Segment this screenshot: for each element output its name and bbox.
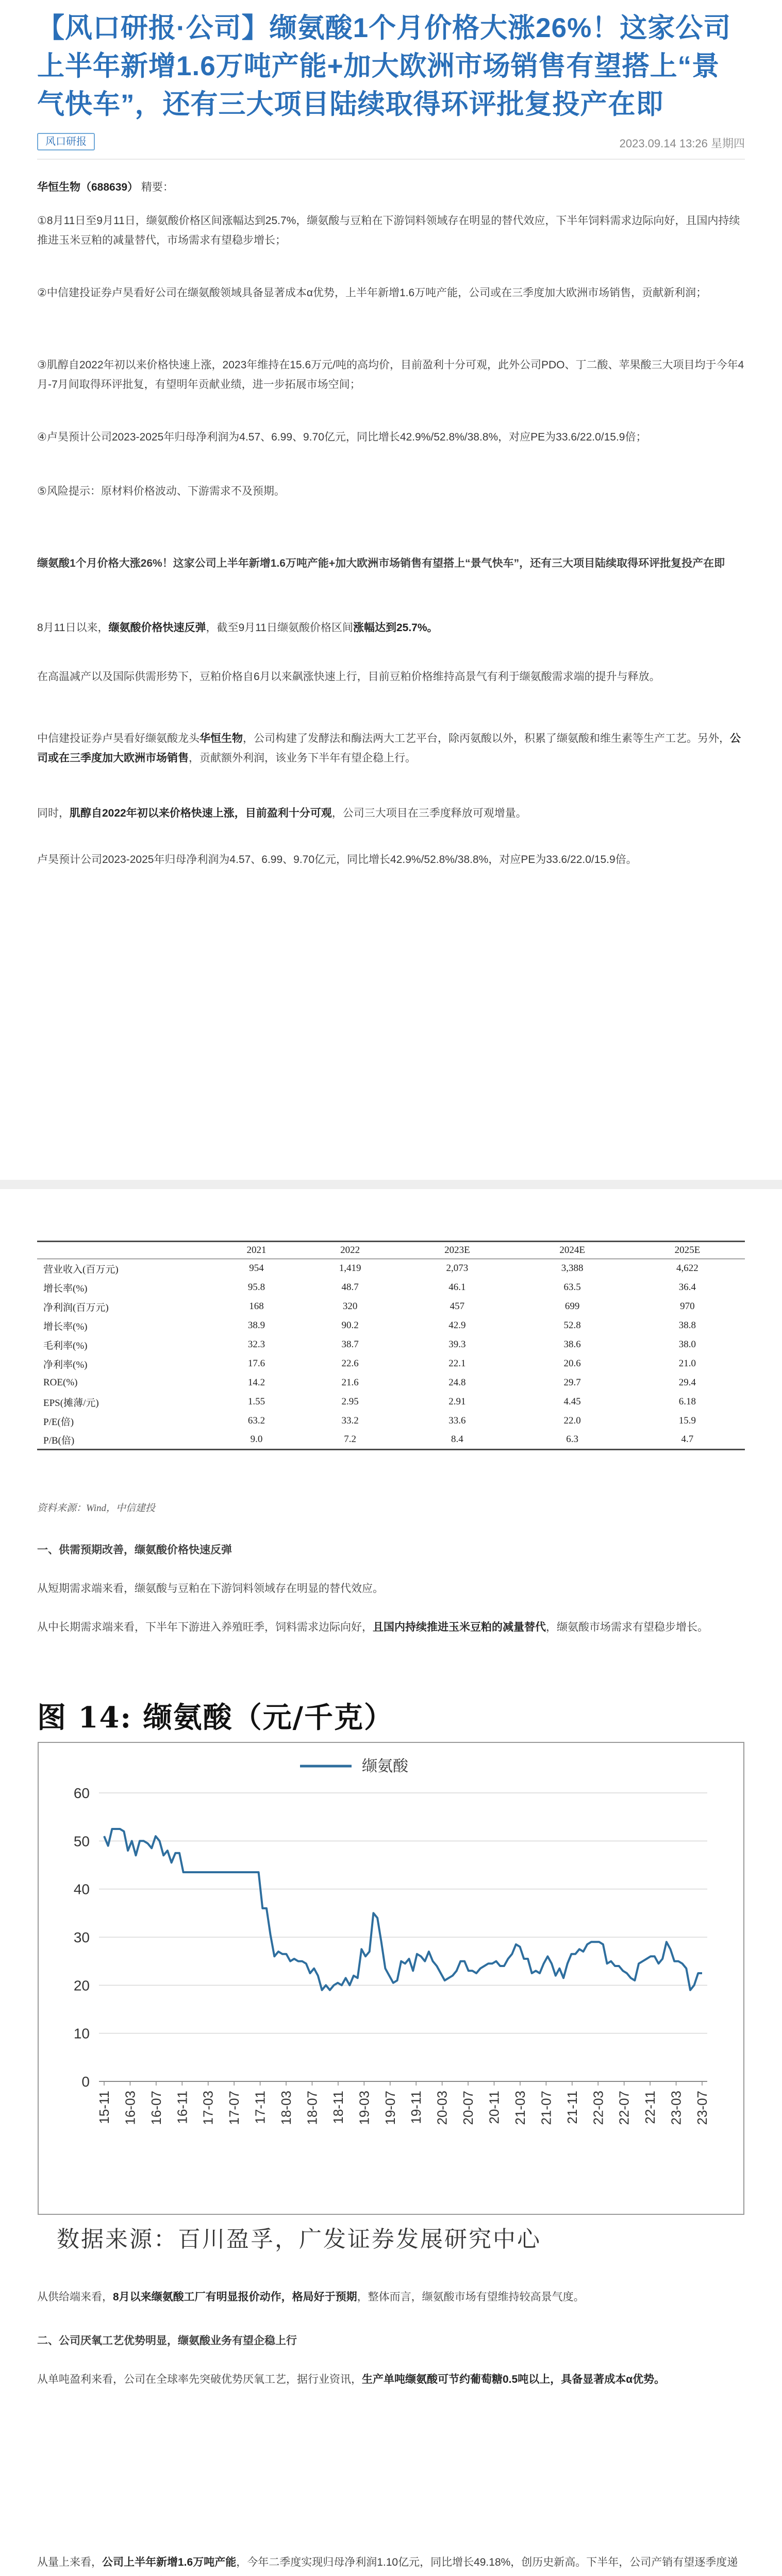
article-title: 【风口研报·公司】缬氨酸1个月价格大涨26%！这家公司上半年新增1.6万吨产能+加大欧洲市场销售有望搭上“景气快车”，还有三大项目陆续取得环评批复投产在即: [37, 13, 731, 120]
table-cell: 7.2: [301, 1431, 400, 1450]
y-tick-label: 30: [73, 1929, 90, 1945]
chart-title: 图 14: 缬氨酸（元/千克）: [37, 1701, 394, 1735]
table-cell: 52.8: [563, 1320, 581, 1331]
text: ，公司三大项目在三季度释放可观增量。: [331, 807, 527, 819]
text: ，缬氨酸市场需求有望稳步增长。: [546, 1621, 708, 1633]
table-cell: 6.18: [678, 1396, 696, 1407]
x-tick-label: 21-11: [564, 2091, 580, 2124]
body-paragraph-2: 在高温减产以及国际供需形势下，豆粕价格自6月以来飙涨快速上行，目前豆粕价格维持高景气有利于缬氨酸需求端的提升与释放。: [37, 671, 660, 683]
y-tick-label: 50: [73, 1833, 90, 1850]
x-tick-label: 17-03: [200, 2091, 216, 2125]
body-paragraph-5: 卢昊预计公司2023-2025年归母净利润为4.57、6.99、9.70亿元，同比增长42.9%/52.8%/38.8%，对应PE为33.6/22.0/15.9倍。: [37, 854, 637, 866]
table-row: [37, 1316, 745, 1335]
table-cell: 970: [680, 1301, 695, 1312]
table-cell: 20.6: [563, 1358, 581, 1369]
text: 从供给端来看，: [37, 2291, 113, 2303]
table-cell: 39.3: [448, 1339, 466, 1350]
text-bold: 涨幅达到25.7%。: [353, 622, 438, 634]
intro-point-1: ①8月11日至9月11日，缬氨酸价格区间涨幅达到25.7%，缬氨酸与豆粕在下游饲料领域存在明显的替代效应，下半年饲料需求边际向好，且国内持续推进玉米豆粕的减量替代，市场需求有望稳步增长；: [37, 215, 740, 246]
text: 从单吨盈利来看，公司在全球率先突破优势厌氧工艺，据行业资讯，: [37, 2374, 362, 2385]
intro-suffix: 精要：: [141, 181, 174, 193]
table-cell: 1.55: [247, 1396, 265, 1407]
table-cell: 29.4: [678, 1377, 696, 1388]
table-cell: 42.9: [448, 1320, 466, 1331]
table-row-label: 毛利率(%): [43, 1340, 88, 1351]
table-cell: 14.2: [247, 1377, 265, 1388]
text: 从量上来看，: [37, 2556, 102, 2568]
table-cell: 4.45: [563, 1396, 581, 1407]
table-cell: 4.7: [630, 1431, 745, 1450]
text: 同时，: [37, 807, 70, 819]
chart-source-note: 数据来源：百川盈孚，广发证券发展研究中心: [57, 2226, 541, 2252]
table-cell: 95.8: [247, 1282, 265, 1293]
table-row: [37, 1393, 745, 1412]
table-row-label: ROE(%): [43, 1377, 78, 1388]
x-tick-label: 19-07: [382, 2091, 398, 2125]
table-cell: 29.7: [563, 1377, 581, 1388]
intro-point-3: ③肌醇自2022年初以来价格快速上涨，2023年维持在15.6万元/吨的高均价，目前盈利十分可观，此外公司PDO、丁二酸、苹果酸三大项目均于今年4月-7月间取得环评批复，有望明年贡献业绩，进一步拓展市场空间；: [37, 359, 744, 391]
table-header-cell: 2023E: [400, 1242, 514, 1259]
x-tick-label: 20-07: [460, 2091, 476, 2125]
table-cell: 46.1: [448, 1282, 466, 1293]
table-cell: 21.6: [341, 1377, 359, 1388]
table-header-cell: 2021: [212, 1242, 301, 1259]
text: ，截至9月11日缬氨酸价格区间: [206, 622, 353, 634]
text-bold: 缬氨酸价格快速反弹: [108, 622, 206, 634]
section-gap: [0, 2470, 782, 2548]
table-row: [37, 1278, 745, 1297]
table-cell: 8.4: [400, 1431, 514, 1450]
y-tick-label: 0: [81, 2074, 90, 2090]
text: 中信建投证券卢昊看好缬氨酸龙头: [37, 733, 199, 744]
text-bold: 生产单吨缬氨酸可节约葡萄糖0.5吨以上，具备显著成本α优势。: [362, 2374, 665, 2385]
table-cell: 457: [450, 1301, 465, 1312]
x-tick-label: 20-11: [486, 2091, 502, 2124]
table-cell: 33.2: [341, 1415, 359, 1426]
table-header-cell: [37, 1242, 212, 1259]
table-cell: 38.7: [341, 1339, 359, 1350]
table-cell: 38.0: [678, 1339, 696, 1350]
x-tick-label: 19-03: [356, 2091, 372, 2125]
table-row: [37, 1259, 745, 1278]
table-cell: 2,073: [446, 1263, 469, 1274]
table-cell: 22.0: [563, 1415, 581, 1426]
valine-price-chart: [37, 1741, 745, 2215]
table-cell: 38.6: [563, 1339, 581, 1350]
y-tick-label: 60: [73, 1785, 90, 1801]
text-bold: 且国内持续推进玉米豆粕的减量替代: [373, 1621, 546, 1633]
x-tick-label: 23-03: [668, 2091, 684, 2125]
section1-paragraph-2: [37, 1618, 745, 1637]
table-row-label: 增长率(%): [43, 1321, 88, 1332]
table-row-label: P/E(倍): [43, 1416, 74, 1428]
x-tick-label: 18-03: [278, 2091, 294, 2125]
table-header-cell: 2024E: [515, 1242, 630, 1259]
text: ，公司构建了发酵法和酶法两大工艺平台，除丙氨酸以外，积累了缬氨酸和维生素等生产工艺。另外，: [243, 733, 730, 744]
table-header-row: [37, 1242, 745, 1259]
table-header-cell: 2025E: [630, 1242, 745, 1259]
intro-point-4: ④卢昊预计公司2023-2025年归母净利润为4.57、6.99、9.70亿元，同比增长42.9%/52.8%/38.8%，对应PE为33.6/22.0/15.9倍；: [37, 431, 647, 443]
x-tick-label: 16-03: [122, 2091, 138, 2125]
x-tick-label: 20-03: [434, 2091, 450, 2125]
table-cell: 22.6: [341, 1358, 359, 1369]
table-cell: 17.6: [247, 1358, 265, 1369]
intro-point-2: ②中信建投证券卢昊看好公司在缬氨酸领域具备显著成本α优势，上半年新增1.6万吨产能，公司或在三季度加大欧洲市场销售，贡献新利润；: [37, 287, 707, 299]
table-cell: 6.3: [515, 1431, 630, 1450]
publish-date: 2023.09.14 13:26 星期四: [619, 137, 745, 150]
body-headline: 缬氨酸1个月价格大涨26%！这家公司上半年新增1.6万吨产能+加大欧洲市场销售有望搭上“景气快车”，还有三大项目陆续取得环评批复投产在即: [37, 557, 725, 569]
x-tick-label: 16-07: [148, 2091, 164, 2125]
x-tick-label: 15-11: [96, 2091, 112, 2124]
text: ，贡献额外利润，该业务下半年有望企稳上行。: [189, 752, 416, 764]
table-cell: 320: [342, 1301, 358, 1312]
y-tick-label: 10: [73, 2025, 90, 2042]
table-cell: 63.2: [247, 1415, 265, 1426]
article-meta: [37, 133, 745, 154]
text-bold: 8月以来缬氨酸工厂有明显报价动作，格局好于预期: [113, 2291, 357, 2303]
supply-paragraph: [37, 2287, 745, 2307]
table-source-note: 资料来源：Wind，中信建投: [37, 1503, 156, 1514]
table-row: [37, 1412, 745, 1431]
table-cell: 699: [564, 1301, 580, 1312]
body-paragraph-4: [37, 804, 745, 823]
table-row: [37, 1374, 745, 1393]
x-tick-label: 18-07: [304, 2091, 320, 2125]
table-row-label: 增长率(%): [43, 1283, 88, 1294]
x-tick-label: 21-07: [538, 2091, 554, 2125]
table-row: [37, 1354, 745, 1374]
table-cell: 48.7: [341, 1282, 359, 1293]
table-cell: 32.3: [247, 1339, 265, 1350]
text-bold: 肌醇自2022年初以来价格快速上涨，目前盈利十分可观: [70, 807, 332, 819]
financial-forecast-table: [37, 1241, 745, 1450]
table-cell: 63.5: [563, 1282, 581, 1293]
section-separator: [0, 1180, 782, 1189]
text-bold: 公司或在三季度加大欧洲市场销售: [37, 733, 741, 764]
intro-point-5: ⑤风险提示：原材料价格波动、下游需求不及预期。: [37, 485, 285, 497]
table-cell: 3,388: [561, 1263, 584, 1274]
table-row: [37, 1297, 745, 1316]
table-cell: 15.9: [678, 1415, 696, 1426]
x-tick-label: 21-03: [512, 2091, 528, 2125]
x-tick-label: 22-07: [616, 2091, 632, 2125]
table-cell: 954: [249, 1263, 264, 1274]
table-row-label: EPS(摊薄/元): [43, 1397, 99, 1409]
section2-paragraph-1: [37, 2370, 745, 2389]
table-cell: 9.0: [212, 1431, 301, 1450]
table-row-label: P/B(倍): [37, 1431, 212, 1450]
x-tick-label: 22-03: [590, 2091, 606, 2125]
x-tick-label: 19-11: [408, 2091, 424, 2124]
text: 从中长期需求端来看，下半年下游进入养殖旺季，饲料需求边际向好，: [37, 1621, 373, 1633]
table-cell: 2.95: [341, 1396, 359, 1407]
table-row: [37, 1335, 745, 1354]
table-cell: 24.8: [448, 1377, 466, 1388]
table-cell: 36.4: [678, 1282, 696, 1293]
text-bold: 公司上半年新增1.6万吨产能: [102, 2556, 237, 2568]
table-cell: 21.0: [678, 1358, 696, 1369]
section-heading-2: 二、公司厌氧工艺优势明显，缬氨酸业务有望企稳上行: [37, 2335, 297, 2347]
body-paragraph-1: [37, 618, 745, 638]
table-cell: 2.91: [448, 1396, 466, 1407]
legend-label: 缬氨酸: [362, 1757, 408, 1775]
table-row-label: 营业收入(百万元): [43, 1264, 119, 1275]
x-tick-label: 16-11: [174, 2091, 190, 2124]
table-cell: 1,419: [339, 1263, 361, 1274]
company-link[interactable]: 华恒生物: [199, 733, 243, 744]
x-tick-label: 22-11: [642, 2091, 658, 2124]
table-cell: 38.8: [678, 1320, 696, 1331]
table-cell: 168: [249, 1301, 264, 1312]
body-paragraph-3: [37, 729, 745, 768]
table-row-label: 净利润(百万元): [43, 1302, 109, 1313]
text: ，今年二季度实现归母净利润1.10亿元，同比增长49.18%，创历史新高。下半年，公司产销有望逐季度递: [236, 2556, 738, 2568]
divider: [37, 159, 745, 160]
y-tick-label: 20: [73, 1977, 90, 1994]
table-row-label: 净利率(%): [43, 1359, 88, 1370]
x-tick-label: 23-07: [694, 2091, 710, 2125]
table-row: [37, 1431, 745, 1450]
table-header-cell: 2022: [301, 1242, 400, 1259]
company-name[interactable]: 华恒生物（688639）: [37, 181, 139, 193]
x-tick-label: 18-11: [330, 2091, 346, 2124]
table-cell: 90.2: [341, 1320, 359, 1331]
section2-paragraph-2: [37, 2553, 745, 2576]
table-cell: 38.9: [247, 1320, 265, 1331]
y-tick-label: 40: [73, 1881, 90, 1897]
x-tick-label: 17-11: [252, 2091, 268, 2124]
text: 8月11日以来，: [37, 622, 109, 634]
x-tick-label: 17-07: [226, 2091, 242, 2125]
source-tag[interactable]: 风口研报: [37, 133, 95, 150]
section1-paragraph-1: 从短期需求端来看，缬氨酸与豆粕在下游饲料领域存在明显的替代效应。: [37, 1583, 384, 1595]
intro-company: [37, 178, 745, 197]
table-cell: 33.6: [448, 1415, 466, 1426]
table-cell: 4,622: [676, 1263, 698, 1274]
table-cell: 22.1: [448, 1358, 466, 1369]
text: ，整体而言，缬氨酸市场有望维持较高景气度。: [357, 2291, 585, 2303]
section-heading-1: 一、供需预期改善，缬氨酸价格快速反弹: [37, 1544, 232, 1556]
